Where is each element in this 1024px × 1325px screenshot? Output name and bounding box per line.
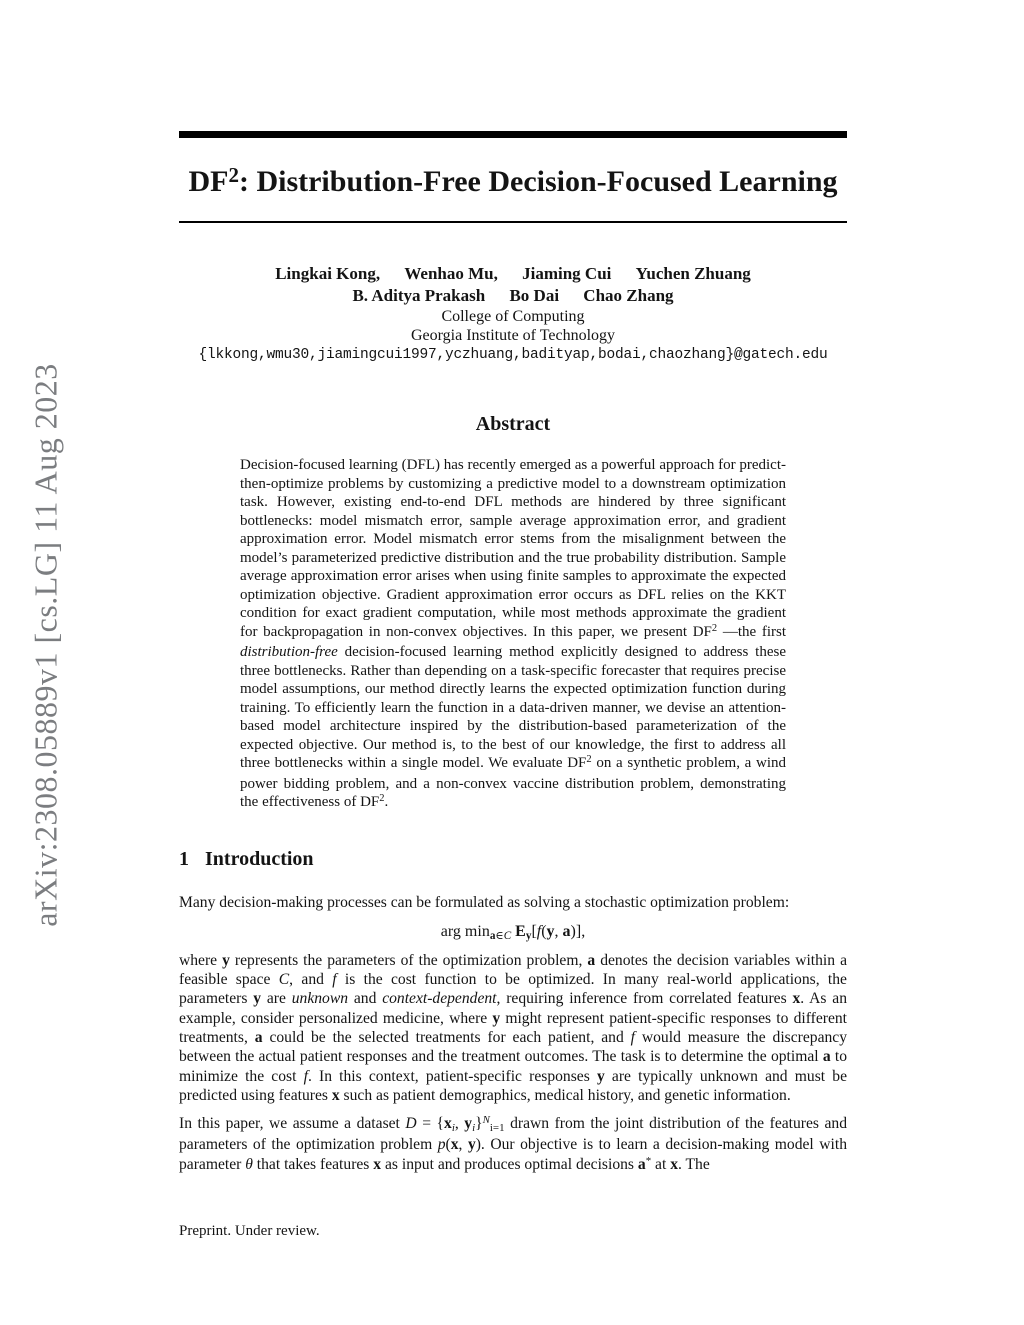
author-name: Bo Dai xyxy=(509,286,560,305)
author-name: Chao Zhang xyxy=(583,286,674,305)
intro-paragraph-3: In this paper, we assume a dataset D = {xi, yi}$^N$i=1 drawn from the joint distribution of the features and parameters of the optimization problem p(x, y). Our objective is to learn a decision-making model with parameter θ that takes features x as input and produces optimal decisions a* at x. The xyxy=(179,1114,848,1173)
intro-paragraph-1: Many decision-making processes can be formulated as solving a stochastic optimization problem: xyxy=(179,893,790,911)
author-row-2 xyxy=(179,285,847,307)
abstract-heading: Abstract xyxy=(475,413,551,435)
author-name: Jiaming Cui xyxy=(522,264,612,283)
footer-preprint-note: Preprint. Under review. xyxy=(179,1223,320,1239)
paper-title: $DF^2$: Distribution-Free Decision-Focused Learning xyxy=(188,162,838,198)
author-name: Wenhao Mu, xyxy=(404,264,498,283)
author-name: B. Aditya Prakash xyxy=(352,286,486,305)
section-heading-introduction xyxy=(179,848,847,871)
affiliation-institution: Georgia Institute of Technology xyxy=(410,327,616,344)
intro-paragraph-2: where y represents the parameters of the optimization problem, a denotes the decision variables within a feasible space C, and f is the cost function to be optimized. In many real-world applications, the parameters y are unknown and context-dependent, requiring inference from correlated features x. As an example, consider personalized medicine, where y might represent patient-specific responses to different treatments, a could be the selected treatments for each patient, and f would measure the discrepancy between the actual patient responses and the treatment outcomes. The task is to determine the optimal a to minimize the cost f. In this context, patient-specific responses y are typically unknown and must be predicted using features x such as patient demographics, medical history, and genetic information. xyxy=(179,951,848,1104)
author-block xyxy=(179,263,847,365)
section-number: 1 xyxy=(179,847,189,870)
equation-argmin: arg mina∈C Ey[f(y, a)], xyxy=(440,922,586,942)
author-name: Lingkai Kong, xyxy=(275,264,381,283)
paper-content xyxy=(179,0,847,1176)
title-rule-bottom xyxy=(179,221,847,223)
author-name: Yuchen Zhuang xyxy=(635,264,751,283)
title-rule-top xyxy=(179,131,847,138)
author-emails: {lkkong,wmu30,jiamingcui1997,yczhuang,badityap,bodai,chaozhang}@gatech.edu xyxy=(198,347,828,363)
author-row-1 xyxy=(179,263,847,285)
affiliation-department: College of Computing xyxy=(441,308,585,325)
abstract-body: Decision-focused learning (DFL) has recently emerged as a powerful approach for predict-then-optimize problems by customizing a predictive model to a downstream optimization task. However, existing end-to-end DFL methods are hindered by three significant bottlenecks: model mismatch error, sample average approximation error, and gradient approximation error. Model mismatch error stems from the misalignment between the model’s parameterized predictive distribution and the true probability distribution. Sample average approximation error arises when using finite samples to approximate the expected optimization objective. Gradient approximation error occurs as DFL relies on the KKT condition for exact gradient computation, while most methods approximate the gradient for backpropagation in non-convex objectives. In this paper, we present $DF^2$ —the first distribution-free decision-focused learning method explicitly designed to address these three bottlenecks. Rather than depending on a task-specific forecaster that requires precise model assumptions, our method directly learns the expected optimization function during training. To efficiently learn the function in a data-driven manner, we devise an attention-based model architecture inspired by the distribution-based parameterization of the expected objective. Our method is, to the best of our knowledge, the first to address all three bottlenecks within a single model. We evaluate $DF^2$ on a synthetic problem, a wind power bidding problem, and a non-convex vaccine distribution problem, demonstrating the effectiveness of $DF^2$. xyxy=(240,457,787,810)
arxiv-watermark: arXiv:2308.05889v1 [cs.LG] 11 Aug 2023 xyxy=(27,363,64,927)
section-title: Introduction xyxy=(205,847,314,870)
